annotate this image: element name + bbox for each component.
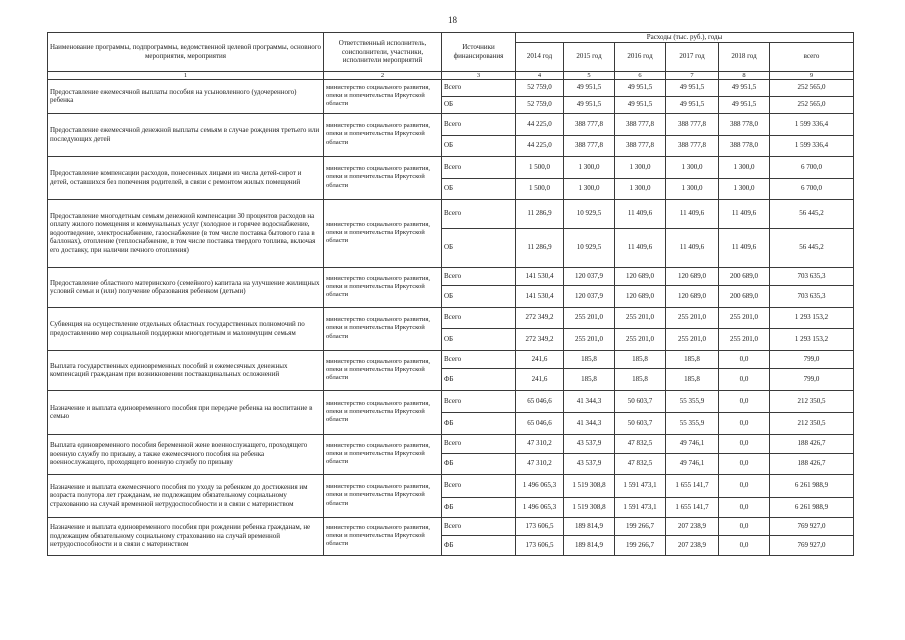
- year-value-cell: 1 591 473,1: [615, 474, 666, 497]
- total-cell: 56 445,2: [770, 228, 854, 267]
- year-value-cell: 52 759,0: [516, 79, 564, 96]
- year-value-cell: 141 530,4: [516, 285, 564, 307]
- column-index: 3: [442, 71, 516, 79]
- year-value-cell: 11 286,9: [516, 228, 564, 267]
- table-row: [48, 517, 854, 535]
- year-value-cell: 200 689,0: [719, 285, 770, 307]
- year-value-cell: 120 689,0: [666, 267, 719, 285]
- year-value-cell: 185,8: [564, 368, 615, 390]
- total-cell: 56 445,2: [770, 199, 854, 228]
- col-header-expenses: Расходы (тыс. руб.), годы: [516, 33, 854, 43]
- year-value-cell: 0,0: [719, 434, 770, 453]
- total-cell: 188 426,7: [770, 434, 854, 453]
- activity-name: Предоставление компенсации расходов, понесенных лицами из числа детей-сирот и детей, оставшихся без попечения родителей, в связи с ремонтом жилых помещений: [48, 156, 324, 199]
- column-index: 1: [48, 71, 324, 79]
- year-value-cell: 1 591 473,1: [615, 497, 666, 517]
- table-row: [48, 79, 854, 96]
- executor: министерство социального развития, опеки и попечительства Иркутской области: [324, 474, 442, 517]
- year-value-cell: 52 759,0: [516, 96, 564, 113]
- activity-name: Предоставление областного материнского (семейного) капитала на улучшение жилищных условий семьи и (или) получение образования ребенком (детьми): [48, 267, 324, 307]
- year-value-cell: 1 300,0: [564, 156, 615, 178]
- column-index: 9: [770, 71, 854, 79]
- year-value-cell: 11 409,6: [615, 199, 666, 228]
- activity-name: Назначение и выплата единовременного пособия при передаче ребенка на воспитание в семью: [48, 390, 324, 434]
- year-value-cell: 185,8: [615, 368, 666, 390]
- year-value-cell: 388 778,0: [719, 113, 770, 135]
- funding-source: ФБ: [442, 368, 516, 390]
- total-cell: 6 700,0: [770, 178, 854, 199]
- executor: министерство социального развития, опеки и попечительства Иркутской области: [324, 199, 442, 267]
- funding-source: Всего: [442, 199, 516, 228]
- year-value-cell: 1 519 308,8: [564, 497, 615, 517]
- year-value-cell: 55 355,9: [666, 412, 719, 434]
- year-value-cell: 255 201,0: [719, 307, 770, 328]
- year-value-cell: 1 519 308,8: [564, 474, 615, 497]
- executor: министерство социального развития, опеки и попечительства Иркутской области: [324, 517, 442, 555]
- year-value-cell: 388 778,0: [719, 135, 770, 156]
- funding-source: Всего: [442, 267, 516, 285]
- activity-name: Назначение и выплата единовременного пособия при рождении ребенка гражданам, не подлежащим обязательному социальному страхованию на случай временной нетрудоспособности и в связи с материнством: [48, 517, 324, 555]
- year-value-cell: 0,0: [719, 412, 770, 434]
- funding-source: ФБ: [442, 412, 516, 434]
- year-value-cell: 120 689,0: [666, 285, 719, 307]
- activity-name: Предоставление ежемесячной выплаты пособия на усыновленного (удочеренного) ребенка: [48, 79, 324, 113]
- executor: министерство социального развития, опеки и попечительства Иркутской области: [324, 79, 442, 113]
- year-value-cell: 65 046,6: [516, 412, 564, 434]
- funding-source: Всего: [442, 390, 516, 412]
- year-value-cell: 65 046,6: [516, 390, 564, 412]
- year-value-cell: 207 238,9: [666, 517, 719, 535]
- budget-table: [47, 32, 854, 556]
- year-value-cell: 199 266,7: [615, 535, 666, 555]
- funding-source: Всего: [442, 79, 516, 96]
- year-value-cell: 41 344,3: [564, 390, 615, 412]
- executor: министерство социального развития, опеки и попечительства Иркутской области: [324, 156, 442, 199]
- year-value-cell: 120 037,9: [564, 285, 615, 307]
- year-value-cell: 0,0: [719, 517, 770, 535]
- year-value-cell: 207 238,9: [666, 535, 719, 555]
- year-value-cell: 185,8: [615, 350, 666, 368]
- total-cell: 1 599 336,4: [770, 135, 854, 156]
- year-value-cell: 11 409,6: [719, 228, 770, 267]
- total-cell: 6 700,0: [770, 156, 854, 178]
- funding-source: Всего: [442, 474, 516, 497]
- year-value-cell: 189 814,9: [564, 517, 615, 535]
- funding-source: Всего: [442, 350, 516, 368]
- funding-source: ОБ: [442, 228, 516, 267]
- year-value-cell: 120 689,0: [615, 267, 666, 285]
- year-value-cell: 49 951,5: [666, 96, 719, 113]
- year-value-cell: 11 286,9: [516, 199, 564, 228]
- year-value-cell: 43 537,9: [564, 453, 615, 474]
- funding-source: Всего: [442, 307, 516, 328]
- executor: министерство социального развития, опеки и попечительства Иркутской области: [324, 434, 442, 474]
- activity-name: Назначение и выплата ежемесячного пособия по уходу за ребенком до достижения им возраста полутора лет гражданам, не подлежащим обязательному социальному страхованию на случай временной нетрудоспособности и в связи с материнством: [48, 474, 324, 517]
- year-value-cell: 0,0: [719, 453, 770, 474]
- year-value-cell: 47 310,2: [516, 453, 564, 474]
- year-value-cell: 200 689,0: [719, 267, 770, 285]
- col-header-executor: Ответственный исполнитель, соисполнители, участники, исполнители мероприятий: [324, 33, 442, 72]
- column-index: 2: [324, 71, 442, 79]
- year-value-cell: 141 530,4: [516, 267, 564, 285]
- year-value-cell: 1 300,0: [719, 156, 770, 178]
- year-value-cell: 49 951,5: [615, 96, 666, 113]
- activity-name: Выплата государственных единовременных пособий и ежемесячных денежных компенсаций гражданам при возникновении поствакцинальных осложнений: [48, 350, 324, 390]
- executor: министерство социального развития, опеки и попечительства Иркутской области: [324, 390, 442, 434]
- year-value-cell: 41 344,3: [564, 412, 615, 434]
- funding-source: ОБ: [442, 96, 516, 113]
- year-value-cell: 1 655 141,7: [666, 474, 719, 497]
- table-body: [48, 79, 854, 555]
- col-header-total: всего: [770, 42, 854, 71]
- col-header-year: 2014 год: [516, 42, 564, 71]
- total-cell: 252 565,0: [770, 79, 854, 96]
- year-value-cell: 388 777,8: [564, 135, 615, 156]
- page-number: 18: [448, 15, 457, 25]
- year-value-cell: 272 349,2: [516, 307, 564, 328]
- year-value-cell: 388 777,8: [666, 135, 719, 156]
- year-value-cell: 173 606,5: [516, 517, 564, 535]
- funding-source: ОБ: [442, 178, 516, 199]
- year-value-cell: 1 300,0: [666, 178, 719, 199]
- col-header-name: Наименование программы, подпрограммы, ведомственной целевой программы, основного мероприятия, мероприятия: [48, 33, 324, 72]
- year-value-cell: 55 355,9: [666, 390, 719, 412]
- funding-source: Всего: [442, 517, 516, 535]
- year-value-cell: 189 814,9: [564, 535, 615, 555]
- year-value-cell: 1 655 141,7: [666, 497, 719, 517]
- funding-source: Всего: [442, 156, 516, 178]
- year-value-cell: 0,0: [719, 474, 770, 497]
- year-value-cell: 255 201,0: [615, 307, 666, 328]
- funding-source: ФБ: [442, 453, 516, 474]
- column-index: 8: [719, 71, 770, 79]
- year-value-cell: 185,8: [564, 350, 615, 368]
- year-value-cell: 120 037,9: [564, 267, 615, 285]
- year-value-cell: 11 409,6: [666, 199, 719, 228]
- year-value-cell: 43 537,9: [564, 434, 615, 453]
- year-value-cell: 388 777,8: [615, 113, 666, 135]
- year-value-cell: 11 409,6: [719, 199, 770, 228]
- year-value-cell: 1 496 065,3: [516, 497, 564, 517]
- table-row: [48, 390, 854, 412]
- year-value-cell: 50 603,7: [615, 390, 666, 412]
- table-row: [48, 474, 854, 497]
- executor: министерство социального развития, опеки и попечительства Иркутской области: [324, 350, 442, 390]
- activity-name: Выплата единовременного пособия беременной жене военнослужащего, проходящего военную службу по призыву, а также ежемесячного пособия на ребенка военнослужащего, проходящего военную службу по призыву: [48, 434, 324, 474]
- funding-source: ОБ: [442, 135, 516, 156]
- year-value-cell: 272 349,2: [516, 328, 564, 350]
- year-value-cell: 1 496 065,3: [516, 474, 564, 497]
- year-value-cell: 388 777,8: [564, 113, 615, 135]
- table-row: [48, 307, 854, 328]
- year-value-cell: 1 500,0: [516, 156, 564, 178]
- year-value-cell: 0,0: [719, 368, 770, 390]
- column-index-row: [48, 71, 854, 79]
- year-value-cell: 44 225,0: [516, 113, 564, 135]
- total-cell: 769 927,0: [770, 517, 854, 535]
- year-value-cell: 50 603,7: [615, 412, 666, 434]
- col-header-year: 2015 год: [564, 42, 615, 71]
- activity-name: Предоставление многодетным семьям денежной компенсации 30 процентов расходов на оплату жилого помещения и коммунальных услуг (холодное и горячее водоснабжение, водоотведение, электроснабжение, газоснабжение (в том числе поставка бытового газа в баллонах), отопление (теплоснабжение, в том числе поставка твердого топлива, включая его доставку, при наличии печного отопления): [48, 199, 324, 267]
- year-value-cell: 1 300,0: [564, 178, 615, 199]
- year-value-cell: 49 951,5: [564, 96, 615, 113]
- total-cell: 769 927,0: [770, 535, 854, 555]
- year-value-cell: 241,6: [516, 368, 564, 390]
- year-value-cell: 1 500,0: [516, 178, 564, 199]
- year-value-cell: 10 929,5: [564, 199, 615, 228]
- year-value-cell: 49 951,5: [564, 79, 615, 96]
- total-cell: 212 350,5: [770, 390, 854, 412]
- funding-source: Всего: [442, 113, 516, 135]
- year-value-cell: 173 606,5: [516, 535, 564, 555]
- year-value-cell: 47 310,2: [516, 434, 564, 453]
- year-value-cell: 1 300,0: [615, 156, 666, 178]
- year-value-cell: 255 201,0: [666, 328, 719, 350]
- col-header-year: 2018 год: [719, 42, 770, 71]
- funding-source: ОБ: [442, 285, 516, 307]
- total-cell: 1 293 153,2: [770, 328, 854, 350]
- activity-name: Субвенция на осуществление отдельных областных государственных полномочий по предоставлению мер социальной поддержки многодетным и малоимущим семьям: [48, 307, 324, 350]
- year-value-cell: 255 201,0: [615, 328, 666, 350]
- year-value-cell: 0,0: [719, 535, 770, 555]
- total-cell: 703 635,3: [770, 285, 854, 307]
- total-cell: 188 426,7: [770, 453, 854, 474]
- total-cell: 6 261 988,9: [770, 497, 854, 517]
- year-value-cell: 185,8: [666, 350, 719, 368]
- col-header-year: 2016 год: [615, 42, 666, 71]
- funding-source: Всего: [442, 434, 516, 453]
- year-value-cell: 49 951,5: [666, 79, 719, 96]
- year-value-cell: 388 777,8: [666, 113, 719, 135]
- year-value-cell: 199 266,7: [615, 517, 666, 535]
- year-value-cell: 49 746,1: [666, 453, 719, 474]
- year-value-cell: 1 300,0: [666, 156, 719, 178]
- total-cell: 252 565,0: [770, 96, 854, 113]
- executor: министерство социального развития, опеки и попечительства Иркутской области: [324, 113, 442, 156]
- col-header-year: 2017 год: [666, 42, 719, 71]
- table-row: [48, 267, 854, 285]
- year-value-cell: 120 689,0: [615, 285, 666, 307]
- year-value-cell: 255 201,0: [666, 307, 719, 328]
- year-value-cell: 10 929,5: [564, 228, 615, 267]
- table-row: [48, 434, 854, 453]
- funding-source: ОБ: [442, 328, 516, 350]
- total-cell: 1 293 153,2: [770, 307, 854, 328]
- year-value-cell: 0,0: [719, 350, 770, 368]
- year-value-cell: 49 951,5: [719, 96, 770, 113]
- table-header: [48, 33, 854, 80]
- executor: министерство социального развития, опеки и попечительства Иркутской области: [324, 267, 442, 307]
- year-value-cell: 255 201,0: [719, 328, 770, 350]
- year-value-cell: 49 951,5: [615, 79, 666, 96]
- total-cell: 703 635,3: [770, 267, 854, 285]
- year-value-cell: 44 225,0: [516, 135, 564, 156]
- column-index: 7: [666, 71, 719, 79]
- total-cell: 799,0: [770, 368, 854, 390]
- column-index: 4: [516, 71, 564, 79]
- total-cell: 1 599 336,4: [770, 113, 854, 135]
- total-cell: 212 350,5: [770, 412, 854, 434]
- year-value-cell: 255 201,0: [564, 328, 615, 350]
- year-value-cell: 11 409,6: [615, 228, 666, 267]
- year-value-cell: 388 777,8: [615, 135, 666, 156]
- col-header-source: Источники финансирования: [442, 33, 516, 72]
- column-index: 5: [564, 71, 615, 79]
- year-value-cell: 241,6: [516, 350, 564, 368]
- table-row: [48, 199, 854, 228]
- table-row: [48, 156, 854, 178]
- year-value-cell: 1 300,0: [615, 178, 666, 199]
- funding-source: ФБ: [442, 497, 516, 517]
- year-value-cell: 11 409,6: [666, 228, 719, 267]
- year-value-cell: 47 832,5: [615, 453, 666, 474]
- table-row: [48, 350, 854, 368]
- executor: министерство социального развития, опеки и попечительства Иркутской области: [324, 307, 442, 350]
- total-cell: 799,0: [770, 350, 854, 368]
- year-value-cell: 255 201,0: [564, 307, 615, 328]
- year-value-cell: 0,0: [719, 497, 770, 517]
- table-row: [48, 113, 854, 135]
- year-value-cell: 49 951,5: [719, 79, 770, 96]
- year-value-cell: 47 832,5: [615, 434, 666, 453]
- activity-name: Предоставление ежемесячной денежной выплаты семьям в случае рождения третьего или последующих детей: [48, 113, 324, 156]
- year-value-cell: 185,8: [666, 368, 719, 390]
- funding-source: ФБ: [442, 535, 516, 555]
- year-value-cell: 1 300,0: [719, 178, 770, 199]
- year-value-cell: 49 746,1: [666, 434, 719, 453]
- year-value-cell: 0,0: [719, 390, 770, 412]
- total-cell: 6 261 988,9: [770, 474, 854, 497]
- column-index: 6: [615, 71, 666, 79]
